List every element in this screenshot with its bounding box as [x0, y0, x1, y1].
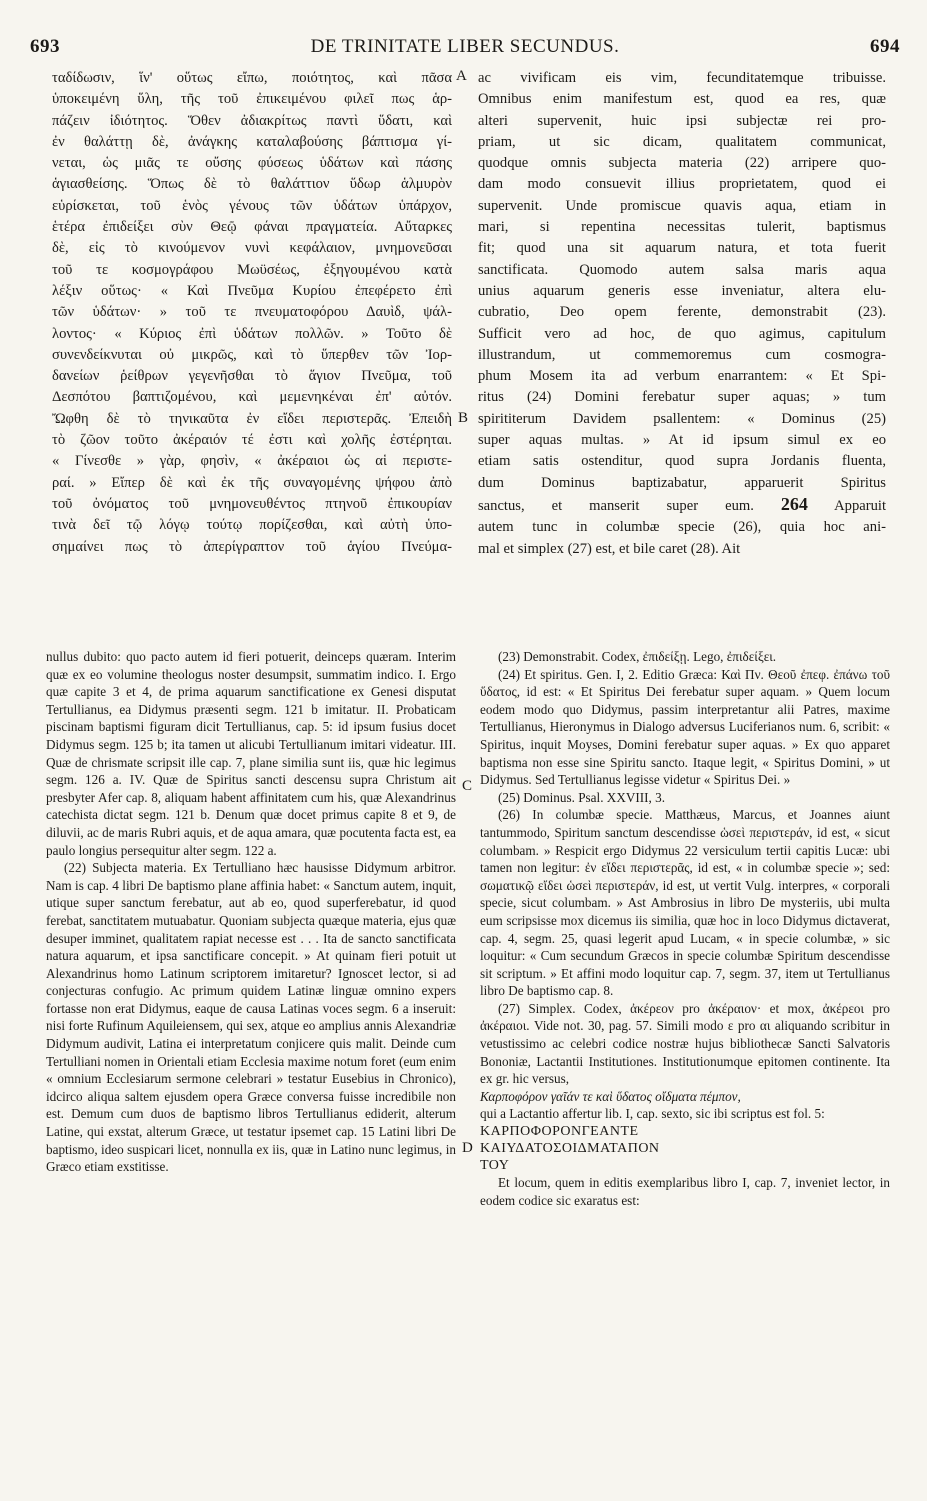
- page-number-right: 694: [870, 36, 900, 57]
- latin-line: ac vivificam eis vim, fecunditatemque tribuisse.: [478, 70, 886, 86]
- greek-line: πάζειν ἰδιότητος. Ὅθεν ἀδιακρίτως παντὶ ὕδατι, καὶ: [52, 112, 452, 129]
- greek-line: τινὰ δεῖ τῷ λόγῳ τούτῳ πορίζεσθαι, καὶ αὐτὴ ὑπο-: [52, 517, 452, 534]
- latin-line: autem tunc in columbæ specie (26), quia hoc ani-: [478, 519, 886, 536]
- latin-line: Sufficit vero ad hoc, de quo agimus, capitulum: [478, 325, 886, 342]
- latin-line: phum Mosem ita ad verbum enarrantem: « Et Spi-: [478, 368, 886, 385]
- latin-line: illustrandum, ut commemoremus cum cosmogra-: [478, 346, 886, 363]
- latin-line: dam modo consuevit illius proprietatem, quod ei: [478, 176, 886, 193]
- greek-line: τοῦ ὀνόματος τοῦ μνημονευθέντος πτηνοῦ ἐπικουρίαν: [52, 495, 452, 512]
- greek-line: τῶν ὑδάτων· » τοῦ τε πνευματοφόρου Δαυὶδ, ψάλ-: [52, 304, 452, 321]
- latin-line: sanctificata. Quomodo autem salsa maris aqua: [478, 261, 886, 278]
- latin-line: mari, si repentina necessitas tulerit, baptismus: [478, 219, 886, 236]
- latin-line: Omnibus enim manifestum est, quod ea res, quæ: [478, 91, 886, 108]
- latin-line: quodque omnis subjecta materia (22) arripere quo-: [478, 155, 886, 172]
- margin-letter-c: C: [462, 778, 473, 794]
- manuscript-inscription: ΚΑΡΠΟΦΟΡΟΝΓΕΑΝΤΕ: [480, 1124, 639, 1140]
- latin-line: super aquas multas. » At id ipsum simul ex eo: [478, 432, 886, 449]
- greek-line: δὲ, εἰς τὸ κινούμενον νυνὶ κεφάλαιον, μνημονεῦσαι: [52, 240, 452, 257]
- latin-line-text: Apparuit: [834, 497, 887, 514]
- footnote-paragraph: (23) Demonstrabit. Codex, ἐπιδείξῃ. Lego, ἐπιδείξει.: [498, 649, 777, 664]
- latin-line: etiam satis ostenditur, quod supra Jordanis fluenta,: [478, 453, 886, 470]
- greek-line: ραί. » Εἴπερ δὲ καὶ ἐκ τῆς συναγομένης ψήφου ἀπὸ: [52, 474, 452, 491]
- footnote-paragraph: Et locum, quem in editis exemplaribus libro I, cap. 7, inveniet lector, in eodem codice sic exaratus est:: [480, 1175, 890, 1208]
- greek-line: Ὤφθη δὲ τὸ τηνικαῦτα ἐν εἴδει περιστερᾶς. Ἐπειδὴ: [52, 410, 452, 427]
- latin-line: unius aquarum generis esse inveniatur, altera elu-: [478, 282, 886, 299]
- latin-text-column: [478, 68, 886, 560]
- footnote-paragraph: (25) Dominus. Psal. XXVIII, 3.: [498, 789, 666, 805]
- greek-line: ἑτέρα ἐπιδείξει σὺν Θεῷ φάναι πραγματεία. Αὔταρκες: [52, 219, 452, 236]
- latin-line-text: sanctus, et manserit super eum.: [478, 497, 754, 514]
- quoted-verse: Καρποφόρον γαῖάν τε καὶ ὕδατος οἴδματα πέμπον,: [480, 1088, 741, 1104]
- footnote-paragraph: (27) Simplex. Codex, ἀκέρεον pro ἀκέραιον· et mox, ἀκέρεοι pro ἀκέραιοι. Vide not. 30, pag. 57. Simili modo ε pro αι aliquando scribitur in vetustissimo ac celebri codice nostræ hujus bibliothecæ Sancti Salvatoris Bononiæ, Lactantii Institutiones. Institutionumque epitomen continente. Ita ex gr. hic versus,: [480, 1000, 890, 1087]
- greek-line: ἐν θαλάττῃ δὲ, ἀνάγκης καταλαβούσης βάπτισμα γί-: [52, 133, 452, 150]
- notes-right-column: [480, 648, 890, 1209]
- margin-letter-a: A: [456, 68, 467, 84]
- latin-line: cubratio, Deo opem ferente, demonstrabit (23).: [478, 304, 886, 321]
- greek-line: Δεσπότου βαπτιζομένου, καὶ μεμενηκέναι ἐπ' αὐτόν.: [52, 389, 452, 406]
- manuscript-inscription: ΤΟΥ: [480, 1158, 510, 1174]
- footnote-paragraph: (24) Et spiritus. Gen. I, 2. Editio Græca: Καὶ Πν. Θεοῦ ἐπεφ. ἐπάνω τοῦ ὕδατος, id est: « Et Spiritus Dei ferebatur super aquam. » Quem locum eodem modo quo Didymus, passim interpretantur alii Patres, maxime Tertullianus, Hieronymus in Dialogo adversus Luciferianos num. 6, scribit: « Spiritus, inquit Moyses, Domini ferebatur super aquas. » Ex quo apparet baptisma non esse sine Spiritu sancto. Itaque legit, « Spiritus Domini, » ut Didymus. Sed Tertullianus legisse videtur « Spiritus Dei. »: [480, 666, 890, 788]
- footnote-paragraph: nullus dubito: quo pacto autem id fieri potuerit, deinceps quæram. Interim quæ ex eo volumine theologus noster desumpsit, summatim indico. I. Ergo quæ capite 3 et 4, de prima aquarum sanctificatione ex Genesi disputat Tertullianus, ea Didymus præsenti segm. 121 b imitatur. II. Probaticam piscinam baptismi figuram dicit Tertullianus, cap. 5: id ipsum fusius docet Didymus segm. 125 b; ita tamen ut alicubi Tertullianum imitari videatur. III. Quæ de chrismate scripsit ille cap. 7, plane similia sunt iis, quæ hic legimus segm. 126 a. IV. Quæ de Spiritus sancti descensu supra Christum ait presbyter Afer cap. 8, aliquam habent affinitatem cum his, quæ Alexandrinus catechista dictat segm. 121 b. Denum quæ docet primus capite 8 et 9, de diluvii, ac de maris Rubri aquis, et de aqua amara, quæ pocutenta facta est, ea paulo longius persequitur alter segm. 122 a.: [46, 649, 456, 858]
- latin-line: fit; quod una sit aquarum natura, et tota fuerit: [478, 240, 886, 257]
- greek-line: σημαίνει πως τὸ ἀπερίγραπτον τοῦ ἁγίου Πνεύμα-: [52, 538, 452, 555]
- column-marker: 264: [780, 493, 808, 514]
- latin-line: mal et simplex (27) est, et bile caret (28). Ait: [478, 540, 741, 557]
- greek-line: λέξιν οὕτως· « Καὶ Πνεῦμα Κυρίου ἐπεφέρετο ἐπὶ: [52, 282, 452, 299]
- greek-line: νεται, ὡς μιᾶς τε οὔσης φύσεως ὑδάτων καὶ πάσης: [52, 155, 452, 172]
- greek-line: ὑποκειμένη ὕλη, τῆς τοῦ ἐπικειμένου φιλεῖ πως ἁρ-: [52, 91, 452, 108]
- footnote-paragraph: qui a Lactantio affertur lib. I, cap. sexto, sic ibi scriptus est fol. 5:: [480, 1106, 825, 1122]
- margin-letter-d: D: [462, 1140, 473, 1156]
- running-title: DE TRINITATE LIBER SECUNDUS.: [310, 36, 620, 57]
- latin-line: supervenit. Unde promiscue quavis aqua, etiam in: [478, 197, 886, 214]
- footnote-paragraph: (26) In columbæ specie. Matthæus, Marcus, et Joannes aiunt tantummodo, Spiritum sanctum descendisse ὡσεὶ περιστεράν, id est, « sicut columbam. » Respicit ergo Didymus 22 versiculum tertii capitis Lucæ: ubi tamen non legitur: ἐν εἴδει περιστερᾶς, id est, « in columbæ specie »; sed: σωματικῷ εἴδει ὡσεὶ περιστεράν, id est, ut vertit Vulg. interpres, « corporali specie, sicut columbam. » Ast Ambrosius in libro De mysteriis, ubi multa eum scripsisse mox dicemus iis similia, quæ hoc in loco Didymus dictaverat, cap. 4, segm. 25, quasi legerit apud Lucam, « in specie columbæ, » sic loquitur: « Cum secundum Græcos in specie columbæ Spiritum descendisse sit scriptum. » Et affini modo loquitur cap. 7, segm. 37, item ut Tertullianus libro De baptismo cap. 8.: [480, 807, 890, 999]
- running-header: [30, 36, 900, 58]
- greek-line: δανείων ῥείθρων γεγενῆσθαι τὸ ἅγιον Πνεῦμα, τοῦ: [52, 368, 452, 385]
- latin-line: priam, ut sic dicam, qualitatem communicat,: [478, 133, 886, 150]
- notes-left-column: [46, 648, 456, 1176]
- greek-line: συνενδείκνυται οὐ μικρῶς, καὶ τὸ ὕπερθεν τῶν Ἰορ-: [52, 346, 452, 363]
- manuscript-inscription: ΚΑΙΥΔΑΤΟΣΟΙΔΜΑΤΑΠΟΝ: [480, 1141, 660, 1157]
- greek-line: ταδίδωσιν, ἵν' οὕτως εἴπω, ποιότητος, καὶ πᾶσα: [52, 70, 452, 86]
- greek-line: λοντος· « Κύριος ἐπὶ ὑδάτων πολλῶν. » Τοῦτο δὲ: [52, 325, 452, 342]
- greek-line: τοῦ τε κοσμογράφου Μωϋσέως, ἐξηγουμένου κατὰ: [52, 261, 452, 278]
- footnote-paragraph: (22) Subjecta materia. Ex Tertulliano hæc hausisse Didymum arbitror. Nam is cap. 4 libri De baptismo plane affinia habet: « Sanctum autem, inquit, utique super sanctum ferebatur, aut ab eo, quod superferebatur, id quod ferebat, sanctitatem mutuabatur. Quoniam subjecta quæque materia, ejus quæ desuper imminet, qualitatem rapiat necesse est . . . Ita de sancto sanctificata natura aquarum, et ipsa sanctificare concepit. » At quinam fieri potuit ut Alexandrinus homo Latinum scriptorem imitaretur? Ignoscet lector, si ad conjecturas confugio. Ac primum quidem Latinæ linguæ omnino expers fortasse non erat Didymus, eaque de causa Latinas voces segm. 6 a inseruit: nisi forte Rufinum Aquileiensem, qui sex, atque eo amplius annis Alexandriæ Didymum audivit, Latina ei interpretatum conjicere quis malit. Deinde cum Tertulliani nomen in Orientali etiam Ecclesia maxime notum foret (eum enim « omnium Ecclesiarum sermone celebrari » testatur Eusebius in Chronico), idcirco aliqua saltem ejusdem opera Græce conversa fuisse incredibile non est. Demum cum duos de baptismo libros Tertullianus ediderit, alterum Latine, qui exstat, alterum Græce, ut testatur ipsemet cap. 15 Latini libri De baptismo, ideo suspicari licet, nonnulla ex iis, quæ in Latino nunc legimus, in Græco etiam exstitisse.: [46, 860, 456, 1175]
- latin-line: spirititerum Davidem psallentem: « Dominus (25): [478, 410, 886, 427]
- greek-text-column: [52, 68, 452, 558]
- greek-line: τὸ ζῶον τοῦτο ἀκέραιόν τέ ἐστι καὶ χολῆς ἐστέρηται.: [52, 432, 452, 449]
- latin-line: alteri supervenit, huic ipsi subjectæ rei pro-: [478, 112, 886, 129]
- greek-line: « Γίνεσθε » γὰρ, φησὶν, « ἀκέραιοι ὡς αἱ περιστε-: [52, 453, 452, 470]
- margin-letter-b: B: [458, 410, 469, 426]
- latin-line: ritus (24) Domini ferebatur super aquas; » tum: [478, 389, 886, 406]
- latin-line: [478, 494, 886, 517]
- greek-line: εὑρίσκεται, τοῦ ἑνὸς γένους τῶν ὑδάτων ὑπάρχον,: [52, 197, 452, 214]
- greek-line: ἁγιασθείσης. Ὅπως δὲ τὸ θαλάττιον ὕδωρ ἁλμυρὸν: [52, 176, 452, 193]
- latin-line: dum Dominus baptizabatur, apparuerit Spiritus: [478, 474, 886, 491]
- page-number-left: 693: [30, 36, 60, 57]
